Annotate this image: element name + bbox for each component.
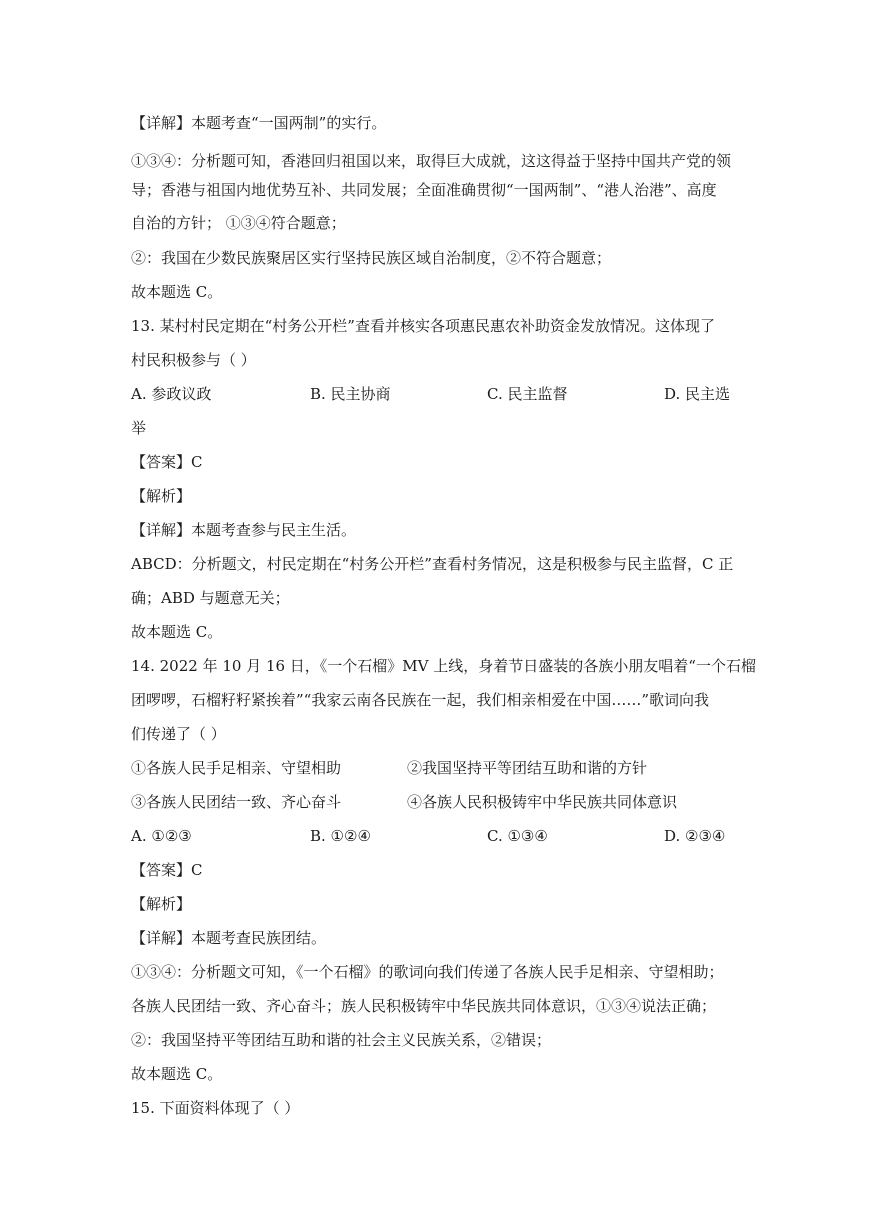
q13-detail: 【详解】本题考查参与民主生活。 (131, 521, 357, 539)
q13-stem-line-2: 村民积极参与（ ） (131, 351, 256, 369)
q14-stem-line-1: 14. 2022 年 10 月 16 日，《一个石榴》MV 上线，身着节日盛装的各族小朋友唱着“一个石榴 (131, 657, 756, 675)
q12-detail: 【详解】本题考查“一国两制”的实行。 (131, 114, 387, 132)
q14-explain-line-2: 各族人民团结一致、齐心奋斗；族人民积极铸牢中华民族共同体意识，①③④说法正确； (131, 997, 717, 1015)
q13-stem-line-1: 13. 某村村民定期在“村务公开栏”查看并核实各项惠民惠农补助资金发放情况。这体现了 (131, 317, 715, 335)
q14-conclusion: 故本题选 C。 (131, 1065, 223, 1083)
q13-analysis: 【解析】 (131, 487, 192, 505)
q14-analysis: 【解析】 (131, 895, 192, 913)
q12-explain-line-4: ②：我国在少数民族聚居区实行坚持民族区域自治制度，②不符合题意； (131, 249, 612, 267)
q14-explain-line-1: ①③④：分析题文可知，《一个石榴》的歌词向我们传递了各族人民手足相亲、守望相助； (131, 963, 724, 981)
q13-answer: 【答案】C (131, 453, 203, 471)
q13-option-a: A. 参政议政 (131, 385, 212, 403)
q14-stem-line-2: 团啰啰，石榴籽籽紧挨着”“我家云南各民族在一起，我们相亲相爱在中国……”歌词向我 (131, 691, 710, 709)
q13-option-d: D. 民主选 (664, 385, 731, 403)
q12-conclusion: 故本题选 C。 (131, 283, 223, 301)
q13-option-d-wrap: 举 (131, 419, 147, 437)
q12-explain-line-2: 导；香港与祖国内地优势互补、共同发展；全面准确贯彻“一国两制”、“港人治港”、高度 (131, 181, 717, 199)
q12-explain-line-3: 自治的方针； ①③④符合题意； (131, 214, 346, 232)
q13-option-c: C. 民主监督 (487, 385, 568, 403)
q13-option-b: B. 民主协商 (310, 385, 391, 403)
q14-item-1: ①各族人民手足相亲、守望相助 (131, 759, 342, 777)
q14-answer: 【答案】C (131, 861, 203, 879)
q14-option-d: D. ②③④ (664, 827, 726, 845)
q13-explain-line-1: ABCD：分析题文，村民定期在“村务公开栏”查看村务情况，这是积极参与民主监督，C 正 (131, 555, 734, 573)
q14-detail: 【详解】本题考查民族团结。 (131, 929, 327, 947)
q14-item-2: ②我国坚持平等团结互助和谐的方针 (407, 759, 648, 777)
q14-option-b: B. ①②④ (310, 827, 371, 845)
q13-explain-line-2: 确；ABD 与题意无关； (131, 589, 290, 607)
q15-stem: 15. 下面资料体现了（ ） (131, 1099, 300, 1117)
q14-explain-line-3: ②：我国坚持平等团结互助和谐的社会主义民族关系，②错误； (131, 1031, 552, 1049)
q14-item-4: ④各族人民积极铸牢中华民族共同体意识 (407, 793, 678, 811)
q14-stem-line-3: 们传递了（ ） (131, 725, 226, 743)
q13-conclusion: 故本题选 C。 (131, 623, 223, 641)
q14-item-3: ③各族人民团结一致、齐心奋斗 (131, 793, 342, 811)
q14-option-c: C. ①③④ (487, 827, 548, 845)
q12-explain-line-1: ①③④：分析题可知，香港回归祖国以来，取得巨大成就，这这得益于坚持中国共产党的领 (131, 152, 732, 170)
q14-option-a: A. ①②③ (131, 827, 192, 845)
